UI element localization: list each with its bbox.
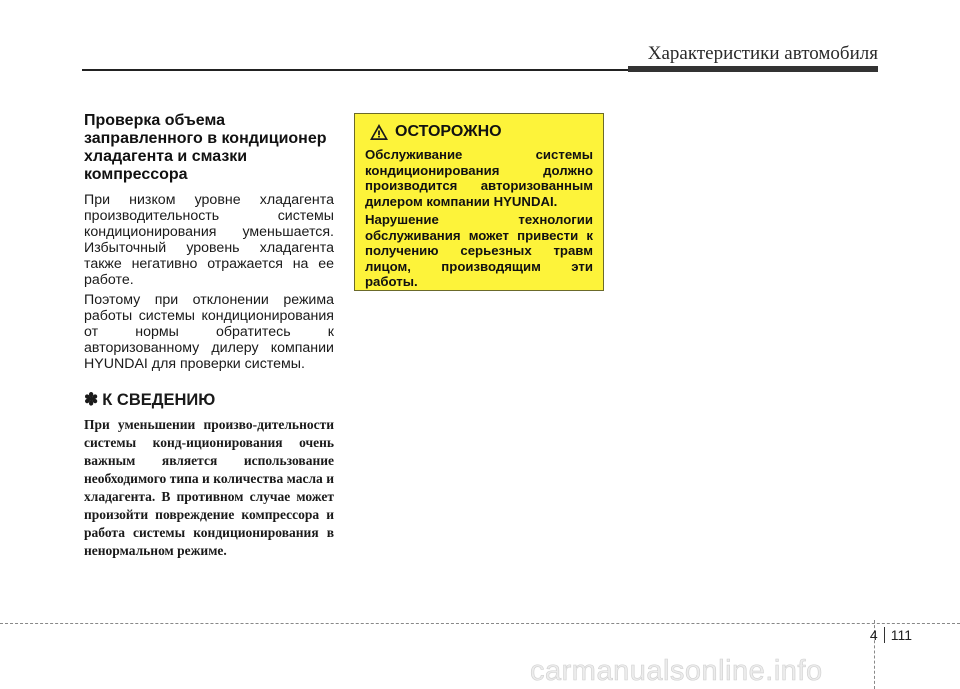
- note-title: К СВЕДЕНИЮ: [102, 390, 216, 409]
- page-header-title: Характеристики автомобиля: [647, 43, 878, 64]
- note-text: При уменьшении произво-дительности системы конд-иционирования очень важным является использование необходимого типа и количества масла и хладагента. В противном случае может произойти повреждение компрессора и работа системы кондиционирования в ненормальном режиме.: [84, 416, 334, 558]
- warning-triangle-icon: [369, 123, 389, 141]
- caution-paragraph-1: Обслуживание системы кондиционирования должно производится авторизованным дилером компании HYUNDAI.: [365, 147, 593, 209]
- caution-paragraph-2: Нарушение технологии обслуживания может привести к получению серьезных травм лицом, производящим эти работы.: [365, 212, 593, 289]
- caution-box: [354, 113, 604, 291]
- page-number-value: 111: [890, 627, 912, 643]
- footer-rule: [0, 623, 960, 624]
- left-column: [84, 112, 334, 560]
- note-star-icon: ✽: [84, 389, 99, 409]
- section-heading: Проверка объема заправленного в кондиционер хладагента и смазки компрессора: [84, 112, 327, 183]
- header-rule-accent: [628, 66, 878, 72]
- page-number-separator: [884, 627, 885, 643]
- paragraph-2: Поэтому при отклонении режима работы системы кондиционирования от нормы обратитесь к авторизованному дилеру компании HYUNDAI для проверки системы.: [84, 292, 334, 373]
- note-heading: [84, 390, 334, 410]
- caution-title: ОСТОРОЖНО: [395, 123, 502, 140]
- section-number: 4: [869, 627, 878, 643]
- header-rule: [82, 69, 628, 71]
- watermark: carmanualsonline.info: [530, 655, 823, 687]
- paragraph-1: При низком уровне хладагента производительность системы кондиционирования уменьшается. Избыточный уровень хладагента также негативно отражается на ее работе.: [84, 192, 334, 288]
- page-number: [870, 627, 912, 643]
- caution-header: [365, 123, 593, 141]
